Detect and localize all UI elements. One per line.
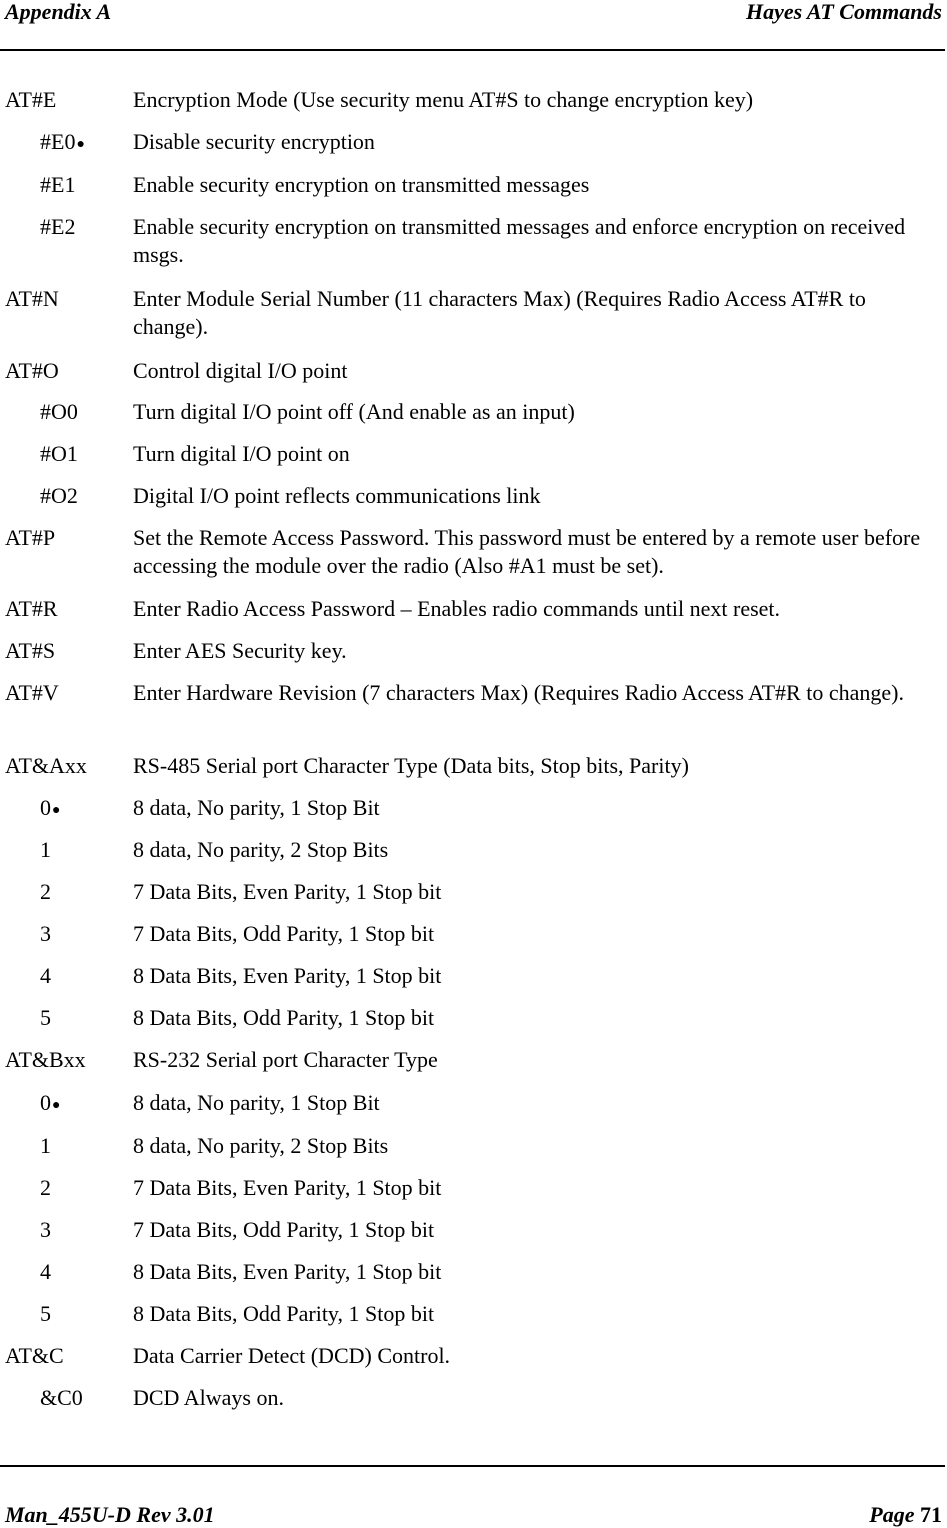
option-description: 7 Data Bits, Even Parity, 1 Stop bit — [133, 879, 442, 904]
option-description: Digital I/O point reflects communications link — [133, 483, 541, 508]
option-code: 0 — [40, 795, 51, 820]
option-code: #O1 — [40, 441, 78, 466]
option-code: 4 — [40, 963, 51, 988]
command-code: AT&Axx — [5, 753, 87, 778]
option-code: 2 — [40, 1175, 51, 1200]
command-description: Enter AES Security key. — [133, 638, 347, 663]
default-bullet-icon: ● — [52, 1098, 61, 1113]
header-section-title: Appendix A — [5, 0, 112, 24]
option-description: 8 data, No parity, 1 Stop Bit — [133, 1090, 380, 1115]
command-description: Enter Hardware Revision (7 characters Max) (Requires Radio Access AT#R to change). — [133, 680, 904, 705]
command-description: Enter Module Serial Number (11 characters Max) (Requires Radio Access AT#R to change). — [133, 286, 866, 339]
option-code: #E1 — [40, 172, 76, 197]
command-code: AT#R — [5, 596, 58, 621]
command-code: AT#S — [5, 638, 56, 663]
command-code: AT&Bxx — [5, 1047, 86, 1072]
command-code: AT#P — [5, 525, 56, 550]
option-description: 8 data, No parity, 2 Stop Bits — [133, 837, 389, 862]
option-description: 8 Data Bits, Even Parity, 1 Stop bit — [133, 963, 442, 988]
option-description: DCD Always on. — [133, 1385, 284, 1410]
option-description: Turn digital I/O point on — [133, 441, 350, 466]
option-code: 1 — [40, 1133, 51, 1158]
option-code: 3 — [40, 921, 51, 946]
option-description: Turn digital I/O point off (And enable as an input) — [133, 399, 575, 424]
command-code: AT#V — [5, 680, 59, 705]
command-description: Control digital I/O point — [133, 358, 348, 383]
option-code: #E2 — [40, 214, 76, 239]
default-bullet-icon: ● — [52, 803, 61, 818]
option-description: Disable security encryption — [133, 129, 375, 154]
command-code: AT&C — [5, 1343, 64, 1368]
option-code: 5 — [40, 1005, 51, 1030]
option-description: 8 Data Bits, Odd Parity, 1 Stop bit — [133, 1005, 435, 1030]
option-code: 4 — [40, 1259, 51, 1284]
command-description: Enter Radio Access Password – Enables radio commands until next reset. — [133, 596, 781, 621]
option-code: &C0 — [40, 1385, 83, 1410]
command-description: Data Carrier Detect (DCD) Control. — [133, 1343, 451, 1368]
page-number: 71 — [920, 1502, 942, 1527]
command-description: Encryption Mode (Use security menu AT#S to change encryption key) — [133, 87, 754, 112]
header-chapter-title: Hayes AT Commands — [746, 0, 942, 24]
option-code: 2 — [40, 879, 51, 904]
command-description: Set the Remote Access Password. This password must be entered by a remote user before accessing the module over the radio (Also #A1 must be set). — [133, 525, 921, 578]
option-description: 7 Data Bits, Odd Parity, 1 Stop bit — [133, 1217, 435, 1242]
option-description: 7 Data Bits, Even Parity, 1 Stop bit — [133, 1175, 442, 1200]
option-description: Enable security encryption on transmitted messages and enforce encryption on received msgs. — [133, 214, 906, 267]
option-code: 3 — [40, 1217, 51, 1242]
option-code: 5 — [40, 1301, 51, 1326]
option-description: Enable security encryption on transmitted messages — [133, 172, 590, 197]
option-description: 8 Data Bits, Even Parity, 1 Stop bit — [133, 1259, 442, 1284]
option-code: 1 — [40, 837, 51, 862]
header-rule — [0, 49, 945, 51]
footer-rule — [0, 1465, 945, 1467]
option-description: 8 Data Bits, Odd Parity, 1 Stop bit — [133, 1301, 435, 1326]
option-code: 0 — [40, 1090, 51, 1115]
default-bullet-icon: ● — [76, 137, 85, 152]
command-code: AT#N — [5, 286, 59, 311]
footer-manual-revision: Man_455U-D Rev 3.01 — [5, 1502, 215, 1527]
option-description: 8 data, No parity, 1 Stop Bit — [133, 795, 380, 820]
command-description: RS-485 Serial port Character Type (Data bits, Stop bits, Parity) — [133, 753, 689, 778]
option-code: #O0 — [40, 399, 78, 424]
option-code: #E0 — [40, 129, 76, 154]
command-code: AT#O — [5, 358, 59, 383]
command-description: RS-232 Serial port Character Type — [133, 1047, 438, 1072]
option-description: 7 Data Bits, Odd Parity, 1 Stop bit — [133, 921, 435, 946]
option-code: #O2 — [40, 483, 78, 508]
footer-page-label — [869, 1502, 942, 1528]
option-description: 8 data, No parity, 2 Stop Bits — [133, 1133, 389, 1158]
page-label: Page — [869, 1502, 920, 1527]
command-code: AT#E — [5, 87, 57, 112]
